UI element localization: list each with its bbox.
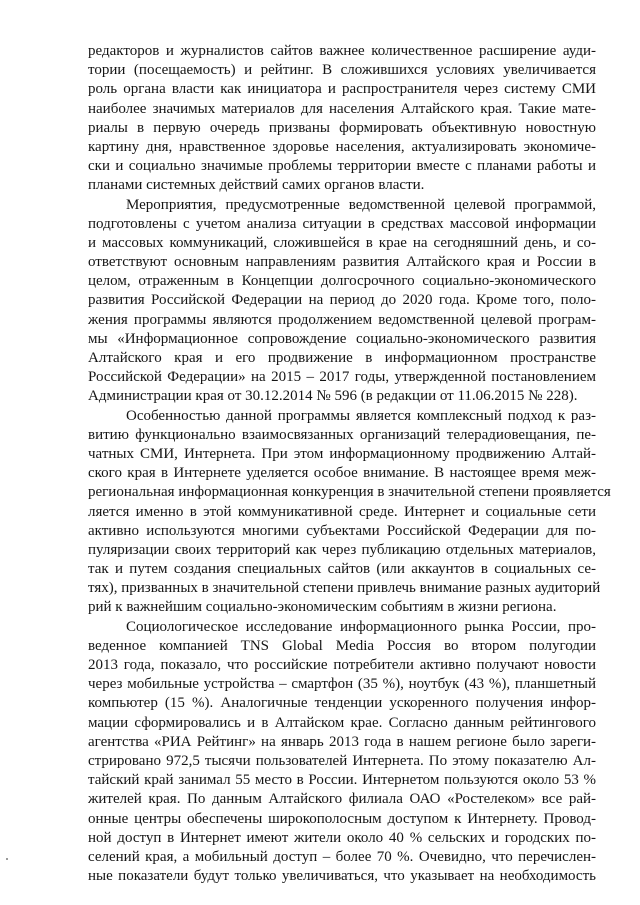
paragraph: [88, 618, 596, 887]
text-line: 2013 года, показало, что российские потребители активно получают новости: [88, 657, 596, 673]
text-line: и массовых коммуникаций, сложившейся в крае на сегодняшний день, и со-: [88, 234, 596, 251]
text-line: региональная информационная конкуренция в значительной степени проявляется: [88, 484, 611, 501]
paragraph: [88, 42, 596, 196]
text-line: Социологическое исследование информационного рынка России, про-: [126, 618, 596, 635]
text-line: планами системных действий самих органов власти.: [88, 177, 425, 194]
text-line: наиболее значимых материалов для населения Алтайского края. Такие мате-: [88, 100, 596, 117]
paragraph: [88, 196, 596, 407]
text-line: ной доступ в Интернет имеют жители около 40 % сельских и городских по-: [88, 829, 596, 846]
text-line: активно используются многими субъектами Российской Федерации для по-: [88, 522, 596, 539]
text-line: ответствуют основным направлениям развития Алтайского края и России в: [88, 254, 596, 271]
text-line: Особенностью данной программы является комплексный подход к раз-: [126, 407, 596, 424]
text-line: риалы в первую очередь призваны формировать объективную новостную: [88, 119, 596, 136]
text-line: тях), призванных в значительной степени привлечь внимание разных аудиторий: [88, 580, 601, 597]
text-line: развития Российской Федерации на период до 2020 года. Кроме того, поло-: [88, 292, 596, 309]
text-line: роль органа власти как инициатора и распространителя через систему СМИ: [88, 81, 596, 98]
paragraph: [88, 407, 611, 618]
text-line: рий к важнейшим социально-экономическим событиям в жизни региона.: [88, 599, 557, 616]
text-line: онные центры обеспечены широкополосным доступом к Интернету. Провод-: [88, 810, 596, 827]
document-page: [88, 42, 611, 886]
text-line: Российской Федерации» на 2015 – 2017 годы, утвержденной постановлением: [88, 369, 596, 386]
text-line: подготовлены с учетом анализа ситуации в средствах массовой информации: [88, 215, 596, 232]
text-line: селений края, а мобильный доступ – более 70 %. Очевидно, что перечислен-: [88, 848, 596, 865]
text-line: стрировано 972,5 тысячи пользователей Интернета. По этому показателю Ал-: [88, 752, 596, 769]
text-line: ски и социально значимые проблемы территории вместе с планами работы и: [88, 158, 596, 175]
text-line: компьютер (15 %). Аналогичные тенденции ускоренного получения инфор-: [88, 695, 596, 712]
text-line: картину дня, нравственное здоровье населения, актуализировать экономиче-: [88, 138, 596, 155]
text-line: так и путем создания специальных сайтов (или аккаунтов в социальных се-: [88, 561, 596, 578]
text-line: пуляризации своих территорий как через публикацию отдельных материалов,: [88, 541, 596, 558]
text-line: жения программы являются продолжением ведомственной целевой програм-: [88, 311, 596, 328]
text-line: Администрации края от 30.12.2014 № 596 (в редакции от 11.06.2015 № 228).: [88, 388, 578, 405]
text-line: чатных СМИ, Интернета. При этом информационному продвижению Алтай-: [88, 445, 596, 462]
text-line: ского края в Интернете уделяется особое внимание. В настоящее время меж-: [88, 465, 596, 482]
text-line: мы «Информационное сопровождение социально-экономического развития: [88, 330, 596, 347]
text-line: мации сформировались и в Алтайском крае. Согласно данным рейтингового: [88, 714, 596, 731]
scan-artifact: [6, 858, 8, 860]
text-line: тории (посещаемость) и рейтинг. В сложившихся условиях увеличивается: [88, 62, 596, 79]
text-line: витию функционально взаимосвязанных организаций телерадиовещания, пе-: [88, 426, 596, 443]
text-line: ляется именно в этой коммуникативной среде. Интернет и социальные сети: [88, 503, 596, 520]
text-line: Алтайского края и его продвижение в информационном пространстве: [88, 350, 596, 366]
text-line: ные показатели будут только увеличиваться, что указывает на необходимость: [88, 868, 596, 885]
text-line: агентства «РИА Рейтинг» на январь 2013 года в нашем регионе было зареги-: [88, 733, 596, 750]
text-line: Мероприятия, предусмотренные ведомственной целевой программой,: [126, 196, 596, 213]
text-line: редакторов и журналистов сайтов важнее количественное расширение ауди-: [88, 43, 596, 59]
text-line: тайский край занимал 55 место в России. Интернетом пользуются около 53 %: [88, 772, 596, 789]
text-line: целом, отраженным в Концепции долгосрочного социально-экономического: [88, 273, 596, 290]
text-line: жителей края. По данным Алтайского филиала ОАО «Ростелеком» все рай-: [88, 791, 596, 808]
text-line: через мобильные устройства – смартфон (35 %), ноутбук (43 %), планшетный: [88, 676, 596, 693]
text-line: веденное компанией TNS Global Media Россия во втором полугодии: [88, 637, 596, 654]
